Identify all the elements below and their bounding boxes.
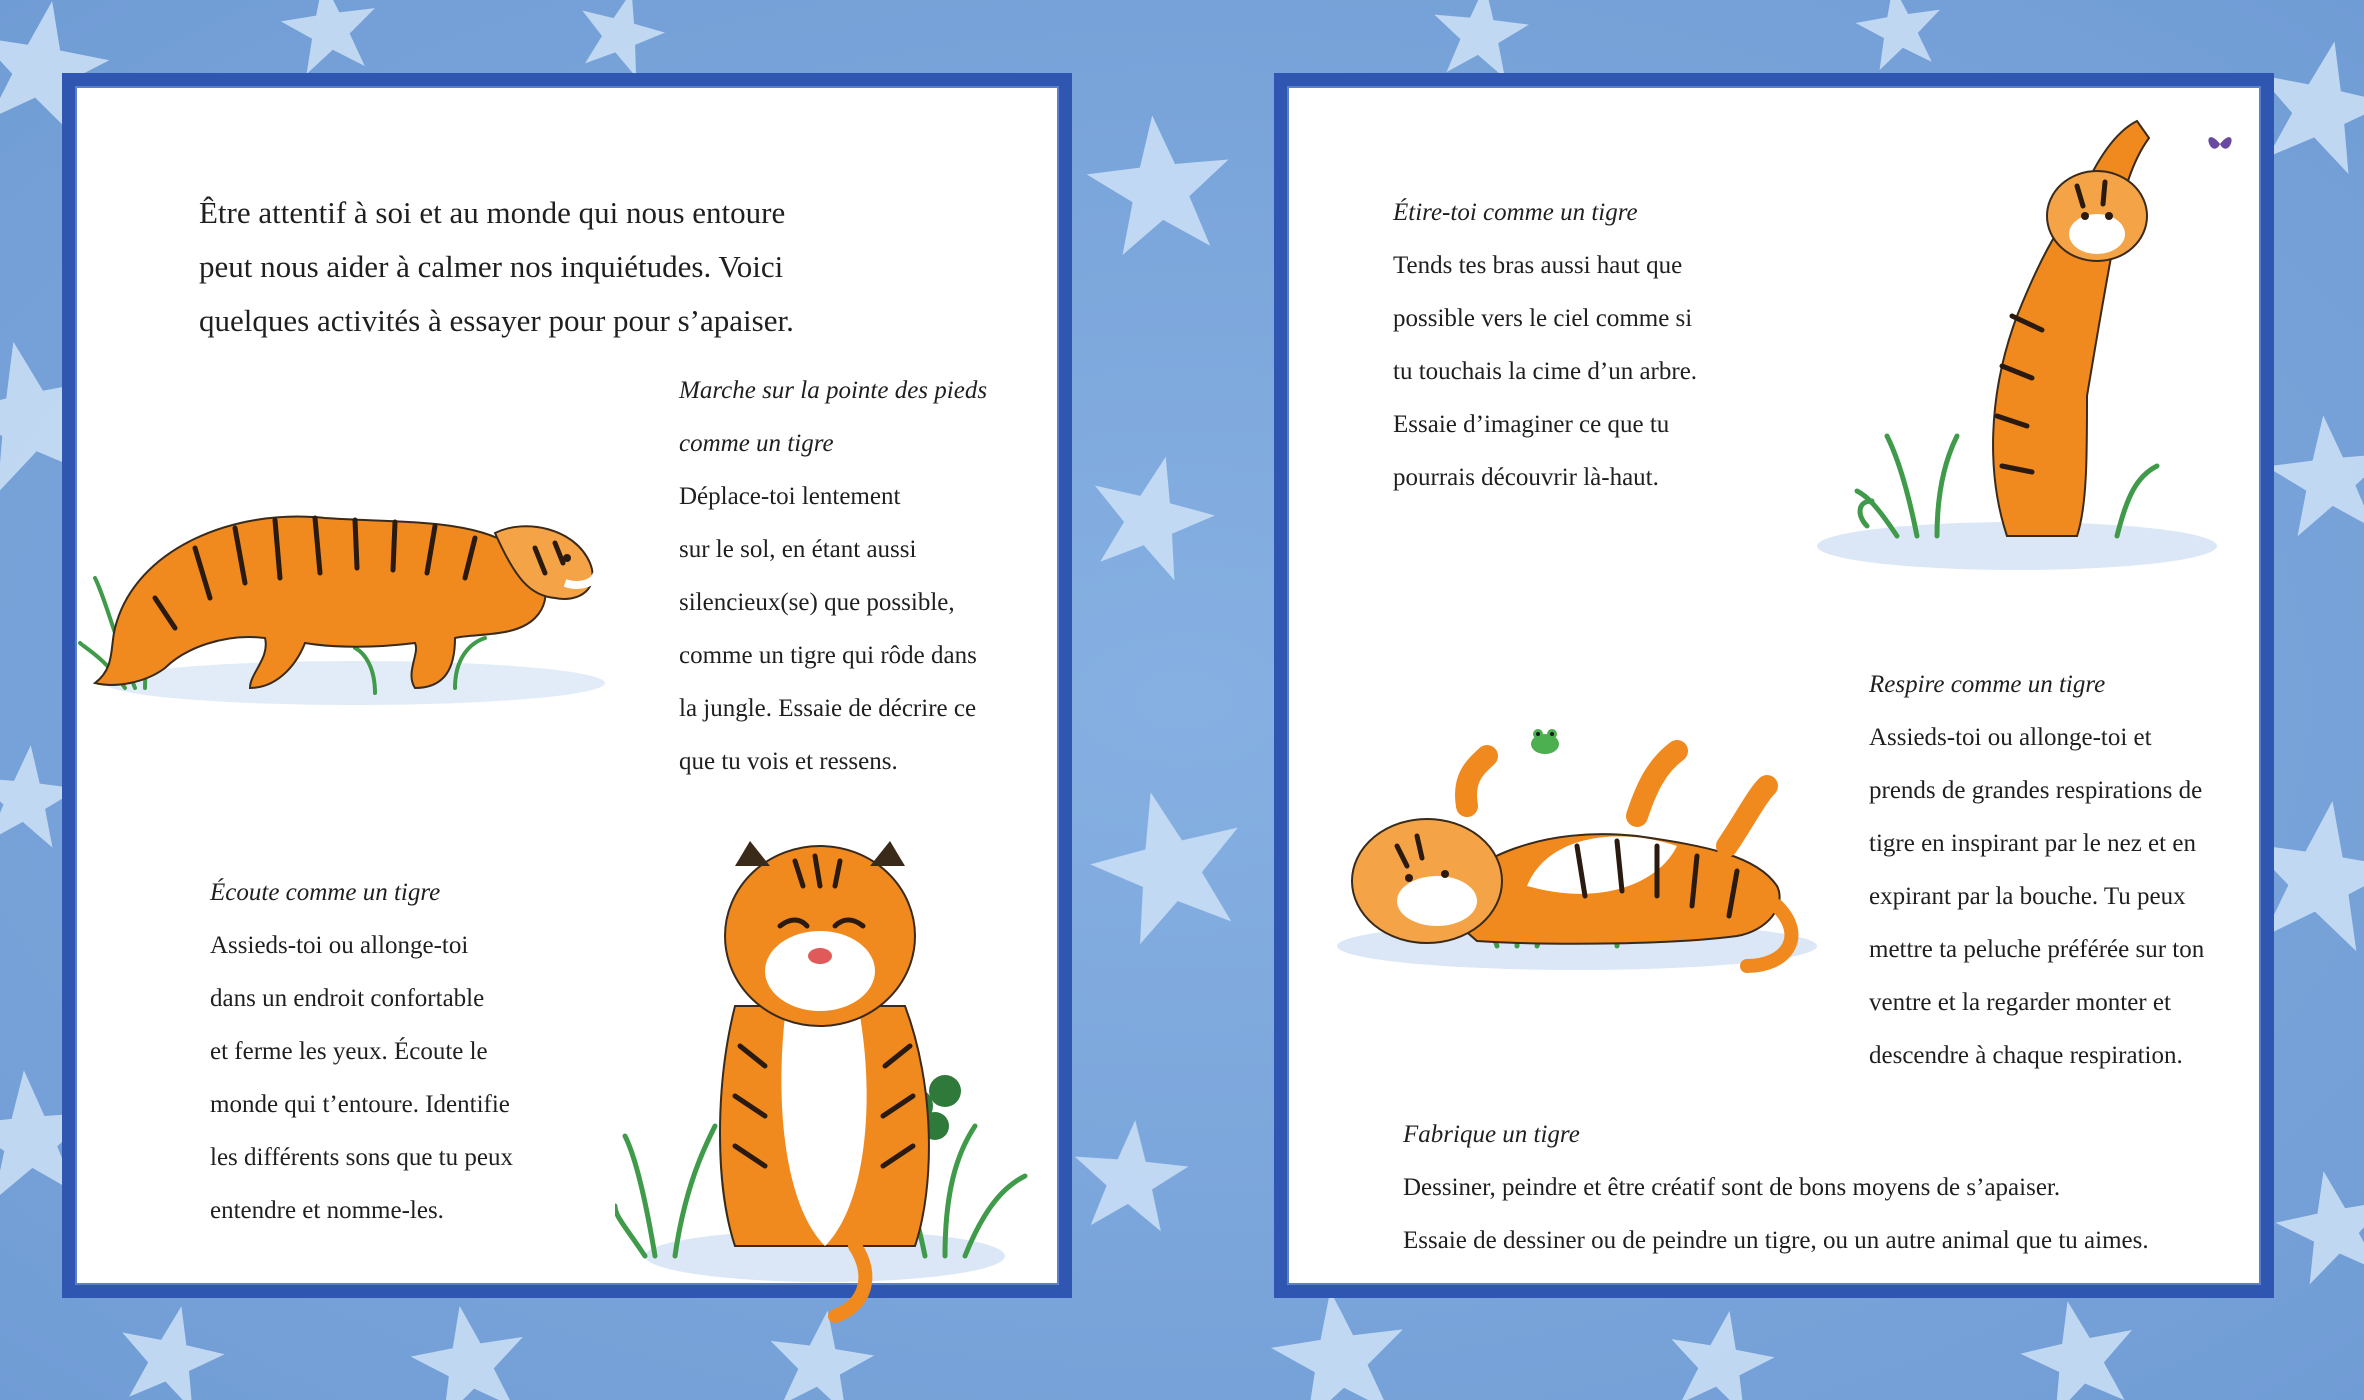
body-line: monde qui t’entoure. Identifie — [210, 1091, 510, 1118]
title-line: Marche sur la pointe des pieds — [679, 377, 988, 404]
body-line: Tends tes bras aussi haut que — [1393, 252, 1683, 279]
body-line: Déplace-toi lentement — [679, 483, 901, 510]
body-line: et ferme les yeux. Écoute le — [210, 1038, 488, 1065]
intro-line: quelques activités à essayer pour pour s’apaiser. — [199, 303, 794, 338]
activity-body — [1393, 239, 1697, 504]
body-line: pourrais découvrir là-haut. — [1393, 464, 1659, 491]
body-line: ventre et la regarder monter et — [1869, 989, 2171, 1016]
body-line: tigre en inspirant par le nez et en — [1869, 830, 2196, 857]
activity-title — [1403, 1108, 2149, 1161]
activity-body — [679, 470, 987, 788]
body-line: Dessiner, peindre et être créatif sont de bons moyens de s’apaiser. — [1403, 1174, 2061, 1201]
title-line: Fabrique un tigre — [1403, 1121, 1580, 1148]
intro-line: peut nous aider à calmer nos inquiétudes. Voici — [199, 249, 784, 284]
title-line: Écoute comme un tigre — [210, 879, 441, 906]
title-line: comme un tigre — [679, 430, 834, 457]
body-line: tu touchais la cime d’un arbre. — [1393, 358, 1698, 385]
activity-stretch — [1393, 186, 1697, 504]
body-line: que tu vois et ressens. — [679, 748, 898, 775]
activity-title — [1393, 186, 1697, 239]
activity-title — [1869, 658, 2204, 711]
body-line: entendre et nomme-les. — [210, 1197, 444, 1224]
activity-tiptoe — [679, 364, 987, 788]
body-line: sur le sol, en étant aussi — [679, 536, 917, 563]
tiger-lying-illustration — [1317, 696, 1837, 1016]
frog-illustration — [1525, 724, 1565, 756]
body-line: prends de grandes respirations de — [1869, 777, 2203, 804]
activity-title — [679, 364, 987, 470]
activity-breathe — [1869, 658, 2204, 1082]
activity-listen — [210, 866, 513, 1237]
intro-line: Être attentif à soi et au monde qui nous entoure — [199, 195, 786, 230]
body-line: les différents sons que tu peux — [210, 1144, 513, 1171]
right-page — [1274, 73, 2274, 1298]
body-line: silencieux(se) que possible, — [679, 589, 955, 616]
body-line: possible vers le ciel comme si — [1393, 305, 1693, 332]
activity-make — [1403, 1108, 2149, 1267]
title-line: Respire comme un tigre — [1869, 671, 2106, 698]
body-line: descendre à chaque respiration. — [1869, 1042, 2183, 1069]
body-line: Essaie de dessiner ou de peindre un tigre, ou un autre animal que tu aimes. — [1403, 1227, 2149, 1254]
left-page — [62, 73, 1072, 1298]
activity-body — [1403, 1161, 2149, 1267]
body-line: Assieds-toi ou allonge-toi et — [1869, 724, 2152, 751]
tiger-prowling-illustration — [75, 398, 635, 718]
tiger-stretching-illustration — [1787, 116, 2227, 596]
body-line: la jungle. Essaie de décrire ce — [679, 695, 977, 722]
activity-body — [1869, 711, 2204, 1082]
activity-body — [210, 919, 513, 1237]
activity-title — [210, 866, 513, 919]
body-line: Assieds-toi ou allonge-toi — [210, 932, 469, 959]
tiger-sitting-illustration — [615, 786, 1035, 1326]
title-line: Étire-toi comme un tigre — [1393, 199, 1638, 226]
body-line: Essaie d’imaginer ce que tu — [1393, 411, 1670, 438]
intro-paragraph — [199, 186, 794, 348]
body-line: dans un endroit confortable — [210, 985, 485, 1012]
body-line: mettre ta peluche préférée sur ton — [1869, 936, 2205, 963]
butterfly-illustration — [2205, 131, 2235, 157]
body-line: comme un tigre qui rôde dans — [679, 642, 977, 669]
body-line: expirant par la bouche. Tu peux — [1869, 883, 2186, 910]
